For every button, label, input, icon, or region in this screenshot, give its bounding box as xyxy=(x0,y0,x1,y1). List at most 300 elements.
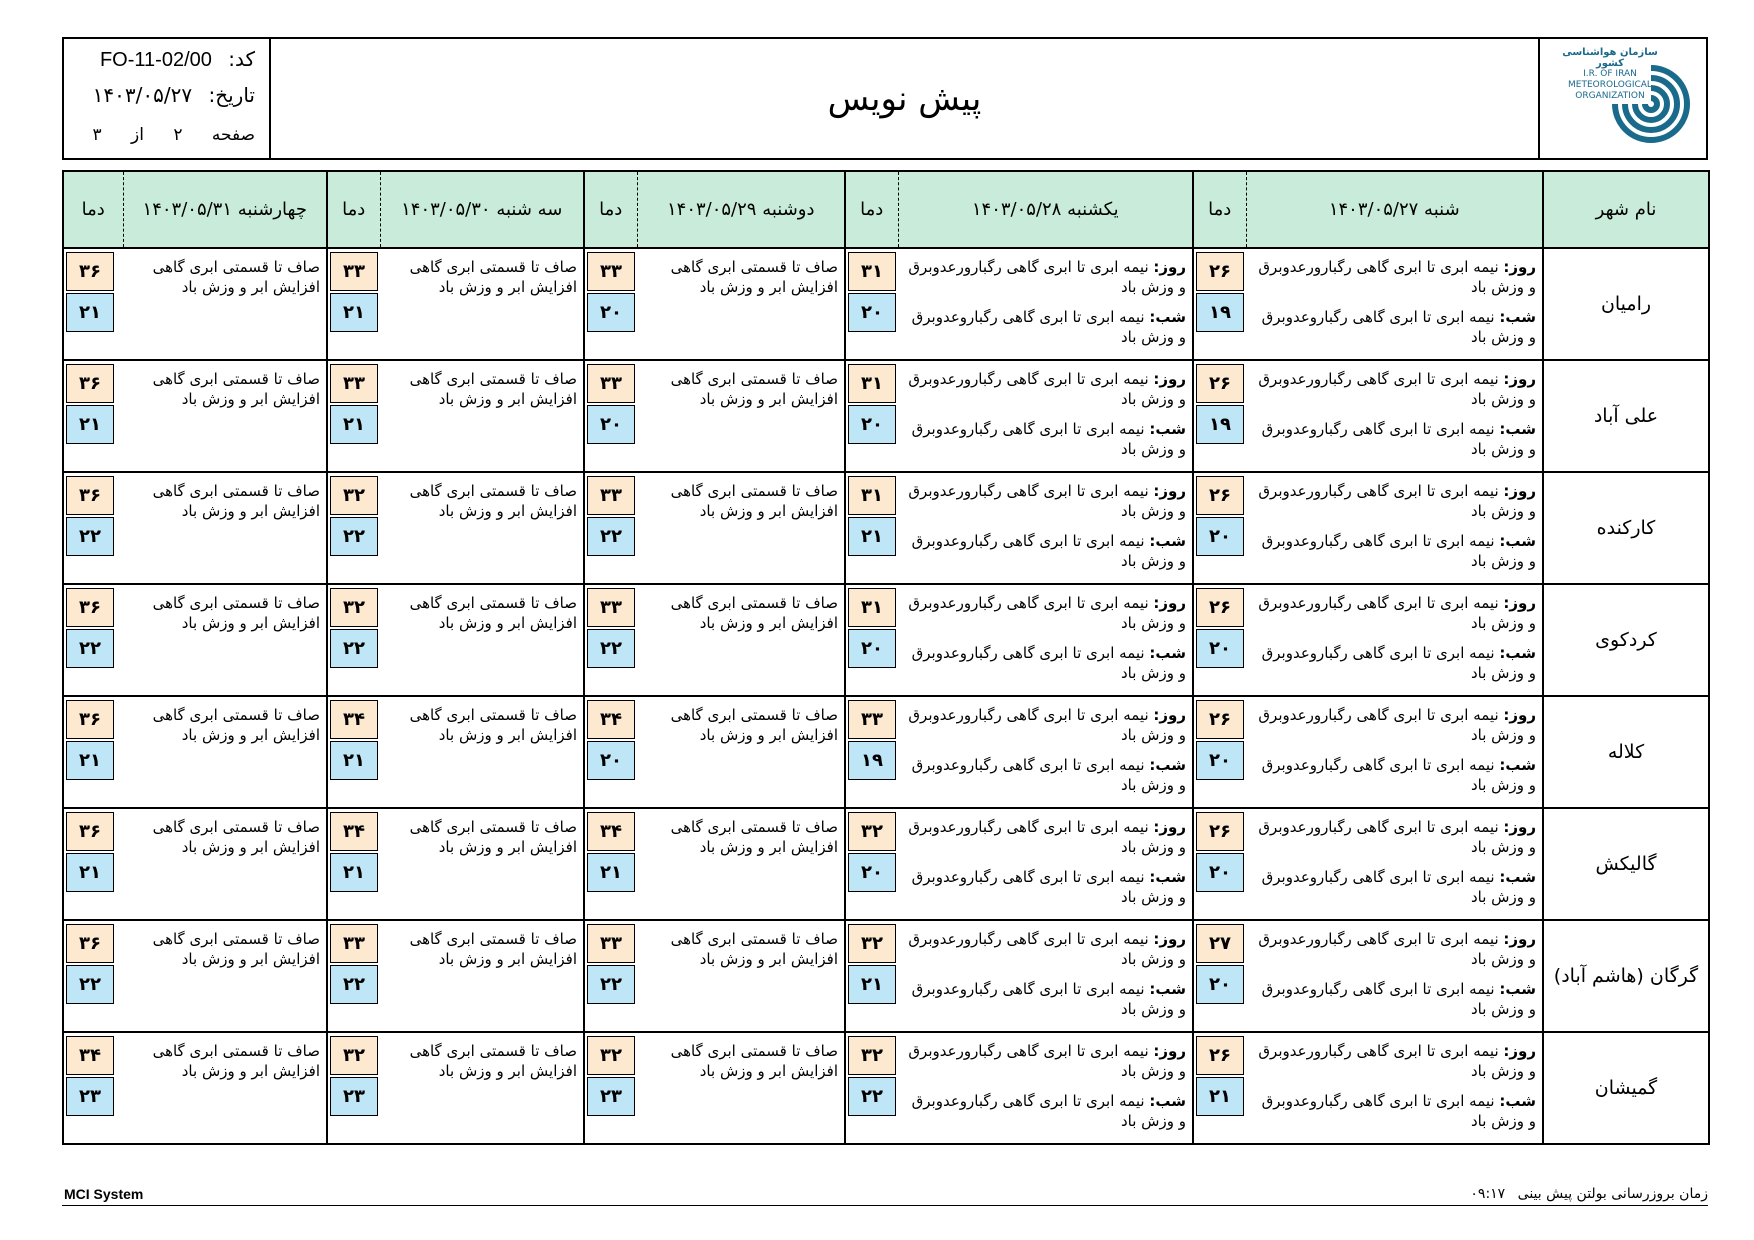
day-text: نیمه ابری تا ابری گاهی رگبارورعدوبرق و وزش باد xyxy=(1258,706,1536,744)
max-temp: ۳۴ xyxy=(66,1036,114,1075)
night-forecast xyxy=(1250,307,1536,347)
temperature-cell xyxy=(845,696,898,808)
temperature-cell xyxy=(584,584,637,696)
max-temp: ۲۶ xyxy=(1196,588,1244,627)
day-label: روز: xyxy=(1503,482,1536,500)
max-temp: ۳۴ xyxy=(587,700,635,739)
night-text: نیمه ابری تا ابری گاهی رگباروعدوبرق و وزش باد xyxy=(1261,868,1536,906)
min-temp: ۲۰ xyxy=(587,293,635,332)
max-temp: ۳۲ xyxy=(848,924,896,963)
temperature-cell xyxy=(327,472,380,584)
min-temp: ۲۰ xyxy=(1196,741,1244,780)
table-header-row xyxy=(63,171,1709,248)
condition-text: صاف تا قسمتی ابری گاهی افزایش ابر و وزش باد xyxy=(152,258,320,296)
condition-text: صاف تا قسمتی ابری گاهی افزایش ابر و وزش باد xyxy=(670,1042,838,1080)
forecast-condition xyxy=(380,920,584,1032)
table-row xyxy=(63,696,1709,808)
min-temp: ۲۳ xyxy=(587,1077,635,1116)
day-label: روز: xyxy=(1153,706,1186,724)
max-temp: ۳۶ xyxy=(66,924,114,963)
day-header-5: چهارشنبه ۱۴۰۳/۰۵/۳۱ xyxy=(123,171,327,248)
day-label: روز: xyxy=(1153,1042,1186,1060)
min-temp: ۲۲ xyxy=(330,629,378,668)
forecast-condition xyxy=(637,472,845,584)
night-label: شب: xyxy=(1149,420,1186,438)
night-text: نیمه ابری تا ابری گاهی رگباروعدوبرق و وزش باد xyxy=(1261,308,1536,346)
day-label: روز: xyxy=(1153,594,1186,612)
min-temp: ۲۰ xyxy=(848,293,896,332)
min-temp: ۲۲ xyxy=(66,517,114,556)
min-temp: ۲۱ xyxy=(66,741,114,780)
max-temp: ۳۱ xyxy=(848,476,896,515)
forecast-condition xyxy=(898,248,1193,360)
forecast-condition xyxy=(380,248,584,360)
forecast-condition xyxy=(1246,696,1543,808)
page-label: صفحه xyxy=(211,125,255,145)
forecast-condition xyxy=(380,360,584,472)
max-temp: ۳۶ xyxy=(66,700,114,739)
temperature-cell xyxy=(63,920,123,1032)
max-temp: ۳۳ xyxy=(330,252,378,291)
forecast-condition xyxy=(898,472,1193,584)
min-temp: ۲۳ xyxy=(66,1077,114,1116)
day-text: نیمه ابری تا ابری گاهی رگبارورعدوبرق و وزش باد xyxy=(908,706,1186,744)
forecast-condition xyxy=(637,248,845,360)
min-temp: ۲۲ xyxy=(587,965,635,1004)
min-temp: ۲۱ xyxy=(587,853,635,892)
day-forecast xyxy=(1250,593,1536,633)
temperature-cell xyxy=(845,1032,898,1144)
day-text: نیمه ابری تا ابری گاهی رگبارورعدوبرق و وزش باد xyxy=(908,594,1186,632)
condition-text: صاف تا قسمتی ابری گاهی افزایش ابر و وزش باد xyxy=(670,706,838,744)
min-temp: ۲۰ xyxy=(848,405,896,444)
max-temp: ۲۶ xyxy=(1196,700,1244,739)
max-temp: ۳۳ xyxy=(848,700,896,739)
condition-text: صاف تا قسمتی ابری گاهی افزایش ابر و وزش باد xyxy=(670,818,838,856)
condition-text: صاف تا قسمتی ابری گاهی افزایش ابر و وزش باد xyxy=(152,1042,320,1080)
day-header-4: سه شنبه ۱۴۰۳/۰۵/۳۰ xyxy=(380,171,584,248)
temperature-cell xyxy=(845,360,898,472)
day-forecast xyxy=(1250,705,1536,745)
day-text: نیمه ابری تا ابری گاهی رگبارورعدوبرق و وزش باد xyxy=(908,482,1186,520)
table-row xyxy=(63,920,1709,1032)
org-name-en-1: I.R. OF IRAN xyxy=(1583,69,1637,79)
footer-update-time xyxy=(1470,1186,1708,1202)
min-temp: ۲۲ xyxy=(587,629,635,668)
forecast-condition xyxy=(1246,1032,1543,1144)
min-temp: ۲۱ xyxy=(330,853,378,892)
max-temp: ۳۶ xyxy=(66,588,114,627)
forecast-condition xyxy=(380,1032,584,1144)
max-temp: ۳۳ xyxy=(587,476,635,515)
night-forecast xyxy=(1250,1091,1536,1131)
table-row xyxy=(63,248,1709,360)
min-temp: ۲۱ xyxy=(66,293,114,332)
day-text: نیمه ابری تا ابری گاهی رگبارورعدوبرق و وزش باد xyxy=(908,370,1186,408)
night-label: شب: xyxy=(1499,420,1536,438)
forecast-condition xyxy=(123,248,327,360)
forecast-condition xyxy=(380,584,584,696)
condition-text: صاف تا قسمتی ابری گاهی افزایش ابر و وزش باد xyxy=(670,370,838,408)
condition-text: صاف تا قسمتی ابری گاهی افزایش ابر و وزش باد xyxy=(409,706,577,744)
condition-text: صاف تا قسمتی ابری گاهی افزایش ابر و وزش باد xyxy=(152,370,320,408)
night-label: شب: xyxy=(1499,980,1536,998)
day-forecast xyxy=(1250,1041,1536,1081)
max-temp: ۳۲ xyxy=(330,476,378,515)
forecast-condition xyxy=(380,472,584,584)
night-text: نیمه ابری تا ابری گاهی رگباروعدوبرق و وزش باد xyxy=(1261,532,1536,570)
page-of: از xyxy=(130,125,144,145)
night-label: شب: xyxy=(1499,1092,1536,1110)
forecast-condition xyxy=(123,920,327,1032)
max-temp: ۳۱ xyxy=(848,252,896,291)
temperature-cell xyxy=(584,1032,637,1144)
forecast-condition xyxy=(898,1032,1193,1144)
min-temp: ۲۲ xyxy=(66,965,114,1004)
day-text: نیمه ابری تا ابری گاهی رگبارورعدوبرق و وزش باد xyxy=(1258,258,1536,296)
temperature-cell xyxy=(584,920,637,1032)
night-text: نیمه ابری تا ابری گاهی رگباروعدوبرق و وزش باد xyxy=(1261,980,1536,1018)
org-name-en-2: METEOROLOGICAL xyxy=(1568,80,1652,90)
night-label: شب: xyxy=(1499,868,1536,886)
condition-text: صاف تا قسمتی ابری گاهی افزایش ابر و وزش باد xyxy=(409,482,577,520)
page-total: ۳ xyxy=(92,125,102,145)
max-temp: ۳۶ xyxy=(66,476,114,515)
temperature-cell xyxy=(584,248,637,360)
forecast-condition xyxy=(898,360,1193,472)
temperature-cell xyxy=(1193,584,1246,696)
condition-text: صاف تا قسمتی ابری گاهی افزایش ابر و وزش باد xyxy=(670,930,838,968)
min-temp: ۲۲ xyxy=(66,629,114,668)
max-temp: ۲۷ xyxy=(1196,924,1244,963)
temperature-cell xyxy=(327,920,380,1032)
footer-system-name: MCI System xyxy=(64,1186,144,1202)
condition-text: صاف تا قسمتی ابری گاهی افزایش ابر و وزش باد xyxy=(409,594,577,632)
max-temp: ۳۴ xyxy=(330,700,378,739)
temperature-cell xyxy=(1193,472,1246,584)
city-name: رامیان xyxy=(1543,248,1709,360)
condition-text: صاف تا قسمتی ابری گاهی افزایش ابر و وزش باد xyxy=(670,258,838,296)
temperature-cell xyxy=(63,472,123,584)
city-column-header: نام شهر xyxy=(1543,171,1709,248)
day-label: روز: xyxy=(1503,258,1536,276)
day-text: نیمه ابری تا ابری گاهی رگبارورعدوبرق و وزش باد xyxy=(908,258,1186,296)
forecast-condition xyxy=(1246,808,1543,920)
night-text: نیمه ابری تا ابری گاهی رگباروعدوبرق و وزش باد xyxy=(1261,1092,1536,1130)
day-label: روز: xyxy=(1503,930,1536,948)
day-forecast xyxy=(902,817,1186,857)
night-label: شب: xyxy=(1149,868,1186,886)
day-text: نیمه ابری تا ابری گاهی رگبارورعدوبرق و وزش باد xyxy=(1258,930,1536,968)
city-name: گالیکش xyxy=(1543,808,1709,920)
city-name: گرگان (هاشم آباد) xyxy=(1543,920,1709,1032)
min-temp: ۲۰ xyxy=(848,853,896,892)
temperature-cell xyxy=(327,696,380,808)
night-text: نیمه ابری تا ابری گاهی رگباروعدوبرق و وزش باد xyxy=(911,756,1186,794)
night-forecast xyxy=(1250,643,1536,683)
night-forecast xyxy=(902,531,1186,571)
condition-text: صاف تا قسمتی ابری گاهی افزایش ابر و وزش باد xyxy=(409,370,577,408)
max-temp: ۳۶ xyxy=(66,252,114,291)
max-temp: ۳۳ xyxy=(587,252,635,291)
day-forecast xyxy=(902,481,1186,521)
night-text: نیمه ابری تا ابری گاهی رگباروعدوبرق و وزش باد xyxy=(1261,420,1536,458)
forecast-condition xyxy=(1246,360,1543,472)
forecast-condition xyxy=(123,472,327,584)
day-text: نیمه ابری تا ابری گاهی رگبارورعدوبرق و وزش باد xyxy=(1258,370,1536,408)
temperature-cell xyxy=(845,584,898,696)
day-forecast xyxy=(902,369,1186,409)
night-label: شب: xyxy=(1499,644,1536,662)
day-forecast xyxy=(1250,369,1536,409)
forecast-condition xyxy=(123,360,327,472)
condition-text: صاف تا قسمتی ابری گاهی افزایش ابر و وزش باد xyxy=(152,818,320,856)
temperature-cell xyxy=(584,808,637,920)
city-name: گمیشان xyxy=(1543,1032,1709,1144)
day-header-3: دوشنبه ۱۴۰۳/۰۵/۲۹ xyxy=(637,171,845,248)
forecast-condition xyxy=(637,584,845,696)
org-name-en-3: ORGANIZATION xyxy=(1575,91,1645,101)
date-value: ۱۴۰۳/۰۵/۲۷ xyxy=(92,83,193,107)
night-text: نیمه ابری تا ابری گاهی رگباروعدوبرق و وزش باد xyxy=(911,308,1186,346)
city-name: کارکنده xyxy=(1543,472,1709,584)
condition-text: صاف تا قسمتی ابری گاهی افزایش ابر و وزش باد xyxy=(152,706,320,744)
min-temp: ۲۱ xyxy=(330,293,378,332)
forecast-condition xyxy=(898,696,1193,808)
max-temp: ۲۶ xyxy=(1196,252,1244,291)
day-label: روز: xyxy=(1153,258,1186,276)
forecast-condition xyxy=(1246,920,1543,1032)
day-forecast xyxy=(902,705,1186,745)
night-text: نیمه ابری تا ابری گاهی رگباروعدوبرق و وزش باد xyxy=(911,532,1186,570)
day-forecast xyxy=(902,929,1186,969)
night-forecast xyxy=(902,419,1186,459)
day-label: روز: xyxy=(1153,482,1186,500)
min-temp: ۲۰ xyxy=(1196,965,1244,1004)
temperature-cell xyxy=(63,808,123,920)
night-forecast xyxy=(902,1091,1186,1131)
min-temp: ۲۱ xyxy=(1196,1077,1244,1116)
temperature-cell xyxy=(584,472,637,584)
code-row xyxy=(100,47,255,72)
city-name: کردکوی xyxy=(1543,584,1709,696)
min-temp: ۲۰ xyxy=(587,741,635,780)
temperature-cell xyxy=(1193,360,1246,472)
day-text: نیمه ابری تا ابری گاهی رگبارورعدوبرق و وزش باد xyxy=(908,930,1186,968)
min-temp: ۲۰ xyxy=(1196,517,1244,556)
max-temp: ۳۳ xyxy=(587,924,635,963)
max-temp: ۳۲ xyxy=(848,1036,896,1075)
night-text: نیمه ابری تا ابری گاهی رگباروعدوبرق و وزش باد xyxy=(911,868,1186,906)
day-header-1: شنبه ۱۴۰۳/۰۵/۲۷ xyxy=(1246,171,1543,248)
min-temp: ۲۰ xyxy=(1196,629,1244,668)
temp-header-3: دما xyxy=(584,171,637,248)
forecast-condition xyxy=(637,696,845,808)
day-text: نیمه ابری تا ابری گاهی رگبارورعدوبرق و وزش باد xyxy=(908,818,1186,856)
code-value: FO-11-02/00 xyxy=(99,49,212,71)
document-header xyxy=(62,37,1708,160)
page-current: ۲ xyxy=(173,125,183,145)
night-label: شب: xyxy=(1149,1092,1186,1110)
condition-text: صاف تا قسمتی ابری گاهی افزایش ابر و وزش باد xyxy=(409,1042,577,1080)
night-forecast xyxy=(1250,867,1536,907)
condition-text: صاف تا قسمتی ابری گاهی افزایش ابر و وزش باد xyxy=(152,930,320,968)
temperature-cell xyxy=(63,1032,123,1144)
forecast-condition xyxy=(637,920,845,1032)
max-temp: ۳۲ xyxy=(587,1036,635,1075)
night-label: شب: xyxy=(1149,532,1186,550)
day-text: نیمه ابری تا ابری گاهی رگبارورعدوبرق و وزش باد xyxy=(908,1042,1186,1080)
forecast-condition xyxy=(898,808,1193,920)
night-text: نیمه ابری تا ابری گاهی رگباروعدوبرق و وزش باد xyxy=(911,980,1186,1018)
temp-header-2: دما xyxy=(845,171,898,248)
day-label: روز: xyxy=(1503,818,1536,836)
day-forecast xyxy=(902,593,1186,633)
min-temp: ۲۳ xyxy=(330,1077,378,1116)
footer-update-label: زمان بروزرسانی بولتن پیش بینی xyxy=(1517,1186,1708,1202)
org-logo xyxy=(1538,39,1706,158)
night-forecast xyxy=(902,643,1186,683)
min-temp: ۲۲ xyxy=(330,965,378,1004)
forecast-condition xyxy=(123,584,327,696)
temp-header-4: دما xyxy=(327,171,380,248)
night-text: نیمه ابری تا ابری گاهی رگباروعدوبرق و وزش باد xyxy=(911,420,1186,458)
night-label: شب: xyxy=(1149,644,1186,662)
night-text: نیمه ابری تا ابری گاهی رگباروعدوبرق و وزش باد xyxy=(911,1092,1186,1130)
max-temp: ۳۶ xyxy=(66,364,114,403)
day-label: روز: xyxy=(1503,1042,1536,1060)
max-temp: ۲۶ xyxy=(1196,476,1244,515)
night-text: نیمه ابری تا ابری گاهی رگباروعدوبرق و وزش باد xyxy=(911,644,1186,682)
temperature-cell xyxy=(1193,696,1246,808)
condition-text: صاف تا قسمتی ابری گاهی افزایش ابر و وزش باد xyxy=(409,818,577,856)
night-label: شب: xyxy=(1499,756,1536,774)
max-temp: ۳۳ xyxy=(587,364,635,403)
day-text: نیمه ابری تا ابری گاهی رگبارورعدوبرق و وزش باد xyxy=(1258,818,1536,856)
day-forecast xyxy=(1250,257,1536,297)
table-row xyxy=(63,472,1709,584)
max-temp: ۳۳ xyxy=(587,588,635,627)
min-temp: ۲۱ xyxy=(66,853,114,892)
forecast-condition xyxy=(380,696,584,808)
condition-text: صاف تا قسمتی ابری گاهی افزایش ابر و وزش باد xyxy=(409,258,577,296)
night-text: نیمه ابری تا ابری گاهی رگباروعدوبرق و وزش باد xyxy=(1261,644,1536,682)
forecast-condition xyxy=(1246,584,1543,696)
org-name-fa: سازمان هواشناسی کشور xyxy=(1562,47,1658,69)
night-label: شب: xyxy=(1149,756,1186,774)
forecast-condition xyxy=(123,696,327,808)
temperature-cell xyxy=(63,248,123,360)
max-temp: ۳۲ xyxy=(330,1036,378,1075)
temperature-cell xyxy=(63,696,123,808)
day-label: روز: xyxy=(1503,370,1536,388)
day-label: روز: xyxy=(1153,370,1186,388)
temperature-cell xyxy=(584,696,637,808)
temperature-cell xyxy=(845,920,898,1032)
night-text: نیمه ابری تا ابری گاهی رگباروعدوبرق و وزش باد xyxy=(1261,756,1536,794)
night-label: شب: xyxy=(1149,308,1186,326)
min-temp: ۲۲ xyxy=(330,517,378,556)
min-temp: ۲۲ xyxy=(587,517,635,556)
max-temp: ۳۳ xyxy=(330,364,378,403)
night-label: شب: xyxy=(1499,532,1536,550)
night-label: شب: xyxy=(1499,308,1536,326)
day-forecast xyxy=(1250,929,1536,969)
night-label: شب: xyxy=(1149,980,1186,998)
min-temp: ۲۰ xyxy=(587,405,635,444)
min-temp: ۲۱ xyxy=(330,405,378,444)
date-row xyxy=(93,83,255,107)
temperature-cell xyxy=(63,584,123,696)
night-forecast xyxy=(902,979,1186,1019)
temperature-cell xyxy=(327,1032,380,1144)
temperature-cell xyxy=(845,248,898,360)
day-forecast xyxy=(902,257,1186,297)
day-label: روز: xyxy=(1503,594,1536,612)
max-temp: ۳۶ xyxy=(66,812,114,851)
page-row xyxy=(92,125,255,145)
temperature-cell xyxy=(845,808,898,920)
forecast-condition xyxy=(637,1032,845,1144)
condition-text: صاف تا قسمتی ابری گاهی افزایش ابر و وزش باد xyxy=(670,594,838,632)
min-temp: ۲۱ xyxy=(848,965,896,1004)
temperature-cell xyxy=(327,584,380,696)
spiral-logo-icon xyxy=(1606,59,1696,149)
night-forecast xyxy=(1250,979,1536,1019)
min-temp: ۱۹ xyxy=(1196,405,1244,444)
night-forecast xyxy=(902,867,1186,907)
forecast-condition xyxy=(637,808,845,920)
min-temp: ۲۱ xyxy=(848,517,896,556)
min-temp: ۱۹ xyxy=(848,741,896,780)
date-label: تاریخ: xyxy=(208,83,255,107)
max-temp: ۳۱ xyxy=(848,364,896,403)
forecast-condition xyxy=(380,808,584,920)
temperature-cell xyxy=(327,360,380,472)
temperature-cell xyxy=(327,808,380,920)
table-row xyxy=(63,808,1709,920)
table-row xyxy=(63,360,1709,472)
temperature-cell xyxy=(1193,248,1246,360)
city-name: کلاله xyxy=(1543,696,1709,808)
city-name: علی آباد xyxy=(1543,360,1709,472)
max-temp: ۳۴ xyxy=(330,812,378,851)
temperature-cell xyxy=(584,360,637,472)
temperature-cell xyxy=(1193,920,1246,1032)
max-temp: ۳۲ xyxy=(848,812,896,851)
forecast-condition xyxy=(123,808,327,920)
day-header-2: یکشنبه ۱۴۰۳/۰۵/۲۸ xyxy=(898,171,1193,248)
day-text: نیمه ابری تا ابری گاهی رگبارورعدوبرق و وزش باد xyxy=(1258,482,1536,520)
day-label: روز: xyxy=(1153,930,1186,948)
forecast-condition xyxy=(1246,248,1543,360)
night-forecast xyxy=(902,307,1186,347)
max-temp: ۳۴ xyxy=(587,812,635,851)
day-text: نیمه ابری تا ابری گاهی رگبارورعدوبرق و وزش باد xyxy=(1258,594,1536,632)
temp-header-1: دما xyxy=(1193,171,1246,248)
condition-text: صاف تا قسمتی ابری گاهی افزایش ابر و وزش باد xyxy=(152,482,320,520)
min-temp: ۱۹ xyxy=(1196,293,1244,332)
forecast-condition xyxy=(898,584,1193,696)
condition-text: صاف تا قسمتی ابری گاهی افزایش ابر و وزش باد xyxy=(409,930,577,968)
night-forecast xyxy=(1250,531,1536,571)
footer-update-value: ۰۹:۱۷ xyxy=(1470,1186,1506,1202)
max-temp: ۳۲ xyxy=(330,588,378,627)
min-temp: ۲۱ xyxy=(66,405,114,444)
table-row xyxy=(63,1032,1709,1144)
max-temp: ۲۶ xyxy=(1196,1036,1244,1075)
page-title: پیش نویس xyxy=(827,78,982,119)
